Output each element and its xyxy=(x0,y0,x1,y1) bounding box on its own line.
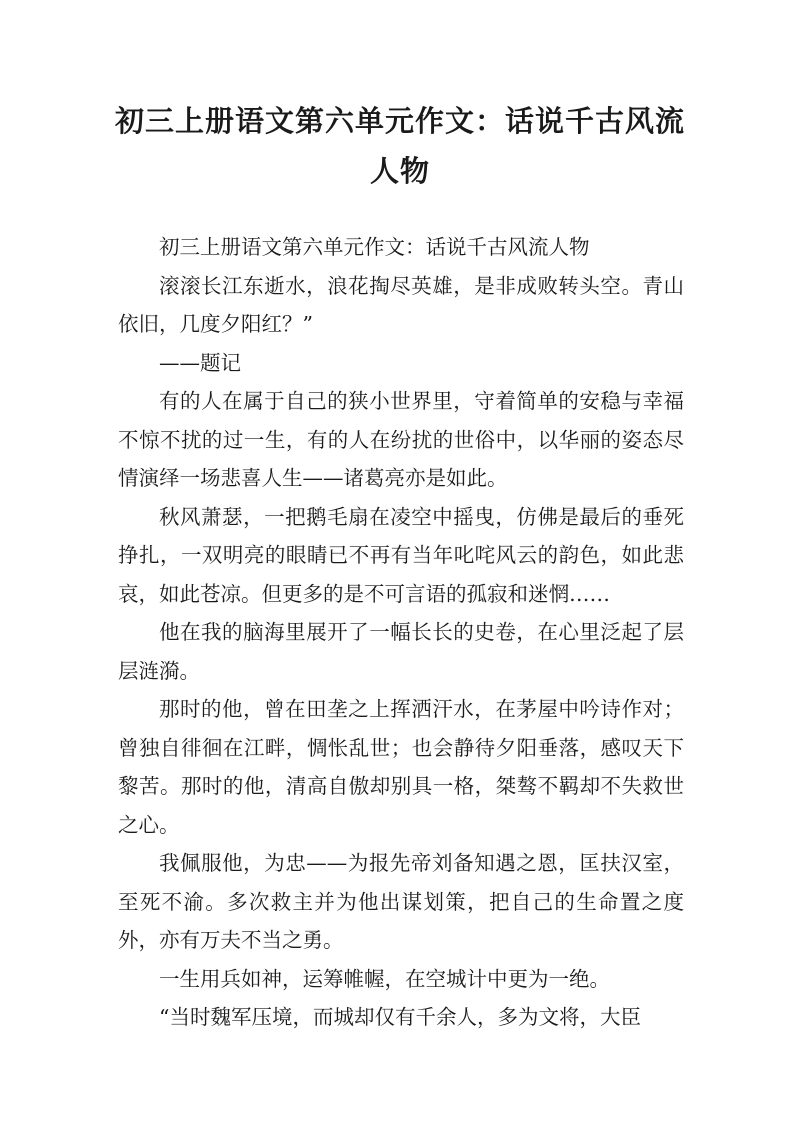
document-body xyxy=(118,228,684,1037)
paragraph-quote: 滚滚长江东逝水，浪花掏尽英雄，是非成败转头空。青山依旧，几度夕阳红？” xyxy=(118,273,684,336)
title-line-1: 初三上册语文第六单元作文：话说千古风流 xyxy=(114,104,685,138)
title-line-2: 人物 xyxy=(369,154,430,188)
document-title xyxy=(100,96,700,196)
paragraph-subtitle: 初三上册语文第六单元作文：话说千古风流人物 xyxy=(159,235,590,259)
paragraph: “当时魏军压境，而城却仅有千余人，多为文将，大臣 xyxy=(159,1005,641,1029)
paragraph: 我佩服他，为忠——为报先帝刘备知遇之恩，匡扶汉室，至死不渝。多次救主并为他出谋划策，把自己的生命置之度外，亦有万夫不当之勇。 xyxy=(118,851,684,952)
paragraph-epigraph-attribution: ——题记 xyxy=(159,350,241,375)
paragraph: 有的人在属于自己的狭小世界里，守着简单的安稳与幸福不惊不扰的过一生，有的人在纷扰的世俗中，以华丽的姿态尽情演绎一场悲喜人生——诸葛亮亦是如此。 xyxy=(118,389,684,490)
paragraph: 那时的他，曾在田垄之上挥洒汗水，在茅屋中吟诗作对；曾独自徘徊在江畔，惆怅乱世；也会静待夕阳垂落，感叹天下黎苦。那时的他，清高自傲却别具一格，桀骜不羁却不失救世之心。 xyxy=(118,697,684,837)
paragraph: 他在我的脑海里展开了一幅长长的史卷，在心里泛起了层层涟漪。 xyxy=(118,620,684,683)
paragraph: 秋风萧瑟，一把鹅毛扇在凌空中摇曳，仿佛是最后的垂死挣扎，一双明亮的眼睛已不再有当年叱咤风云的韵色，如此悲哀，如此苍凉。但更多的是不可言语的孤寂和迷惘…… xyxy=(118,504,684,606)
paragraph: 一生用兵如神，运筹帷幄，在空城计中更为一绝。 xyxy=(159,966,610,991)
